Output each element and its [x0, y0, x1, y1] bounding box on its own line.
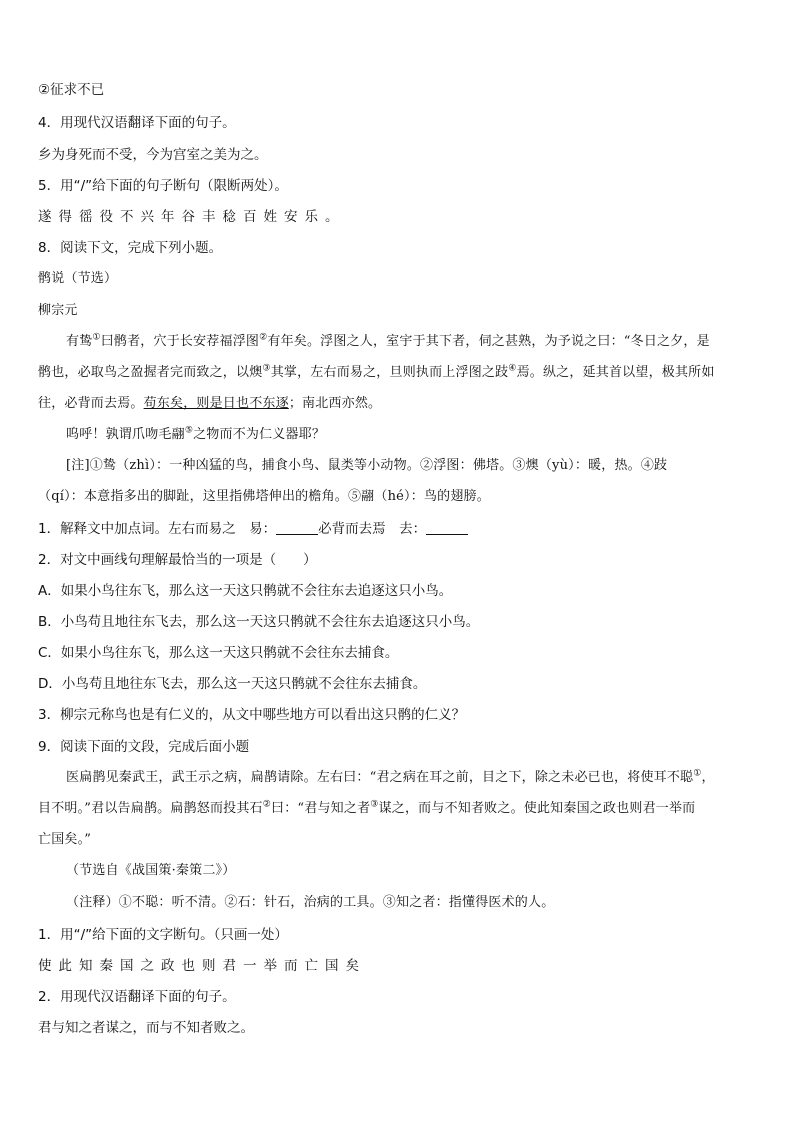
passage-line: 呜呼！孰谓爪吻毛翮⑤之物而不为仁义器耶？: [66, 425, 326, 442]
question-2b: 2．用现代汉语翻译下面的句子。: [38, 989, 236, 1005]
passage-title: 鹘说（节选）: [38, 271, 118, 286]
option-d: D．小鸟苟且地往东飞去，那么这一天这只鹘就不会往东去捕食。: [38, 676, 427, 692]
annotation: （qí）：本意指多出的脚趾，这里指佛塔伸出的檐角。⑤翮（hé）：鸟的翅膀。: [38, 489, 490, 504]
passage-line: 鹘也，必取鸟之盈握者完而致之，以燠③其掌，左右而易之，旦则执而上浮图之跂④焉。纵之，延其首以望，极其所如: [38, 363, 715, 380]
question-2: 2．对文中画线句理解最恰当的一项是（ ）: [38, 552, 317, 568]
question-8: 8．阅读下文，完成下列小题。: [38, 240, 223, 256]
option-b: B．小鸟苟且地往东飞去，那么这一天这只鹘就不会往东去追逐这只小鸟。: [38, 614, 480, 630]
option-a: A．如果小鸟往东飞，那么这一天这只鹘就不会往东去追逐这只小鸟。: [38, 583, 453, 599]
punctuation-sentence: 使此知秦国之政也则君一举而亡国矣: [38, 958, 366, 974]
question-4: 4．用现代汉语翻译下面的句子。: [38, 115, 236, 131]
sentence-to-translate: 乡为身死而不受，今为宫室之美为之。: [38, 147, 268, 163]
option-c: C．如果小鸟往东飞，那么这一天这只鹘就不会往东去捕食。: [38, 645, 399, 661]
question-9: 9．阅读下面的文段，完成后面小题: [38, 739, 250, 755]
passage-line: 目不明。”君以告扁鹊。扁鹊怒而投其石②曰：“君与知之者③谋之，而与不知者败之。使此知秦国之政也则君一举而: [38, 799, 696, 816]
question-1b: 1．用“/”给下面的文字断句。（只画一处）: [38, 927, 288, 943]
punctuation-sentence: 遂得徭役不兴年谷丰稔百姓安乐。: [38, 209, 346, 225]
item-2-text: ②征求不已: [38, 82, 105, 98]
passage-line: 有鸷①曰鹘者，穴于长安荐福浮图②有年矣。浮图之人，室宇于其下者，伺之甚熟，为予说之曰：“冬日之夕，是: [66, 332, 710, 349]
passage-line: 亡国矣。”: [38, 832, 92, 847]
passage-line: 医扁鹊见秦武王，武王示之病，扁鹊请除。左右曰：“君之病在耳之前，目之下，除之未必已也，将使耳不聪①，: [66, 768, 715, 785]
sentence-to-translate: 君与知之者谋之，而与不知者败之。: [38, 1020, 254, 1036]
answer-blank[interactable]: [426, 521, 468, 535]
annotation: [注]①鸷（zhì）：一种凶猛的鸟，捕食小鸟、鼠类等小动物。②浮图：佛塔。③燠（yù）：暖，热。④跂: [66, 458, 668, 473]
annotation: （注释）①不聪：听不清。②石：针石，治病的工具。③知之者：指懂得医术的人。: [66, 895, 555, 910]
passage-author: 柳宗元: [38, 303, 78, 318]
question-5: 5．用“/”给下面的句子断句（限断两处）。: [38, 178, 288, 194]
passage-source: （节选自《战国策·秦策二》）: [66, 863, 236, 878]
question-1: 1．解释文中加点词。左右而易之 易： 必背而去焉 去：: [38, 519, 758, 539]
underlined-sentence: 苟东矣，则是日也不东逐: [143, 396, 289, 411]
answer-blank[interactable]: [276, 521, 318, 535]
question-3: 3．柳宗元称鸟也是有仁义的，从文中哪些地方可以看出这只鹘的仁义？: [38, 707, 466, 723]
passage-line: 往，必背而去焉。苟东矣，则是日也不东逐；南北西亦然。: [38, 396, 382, 411]
